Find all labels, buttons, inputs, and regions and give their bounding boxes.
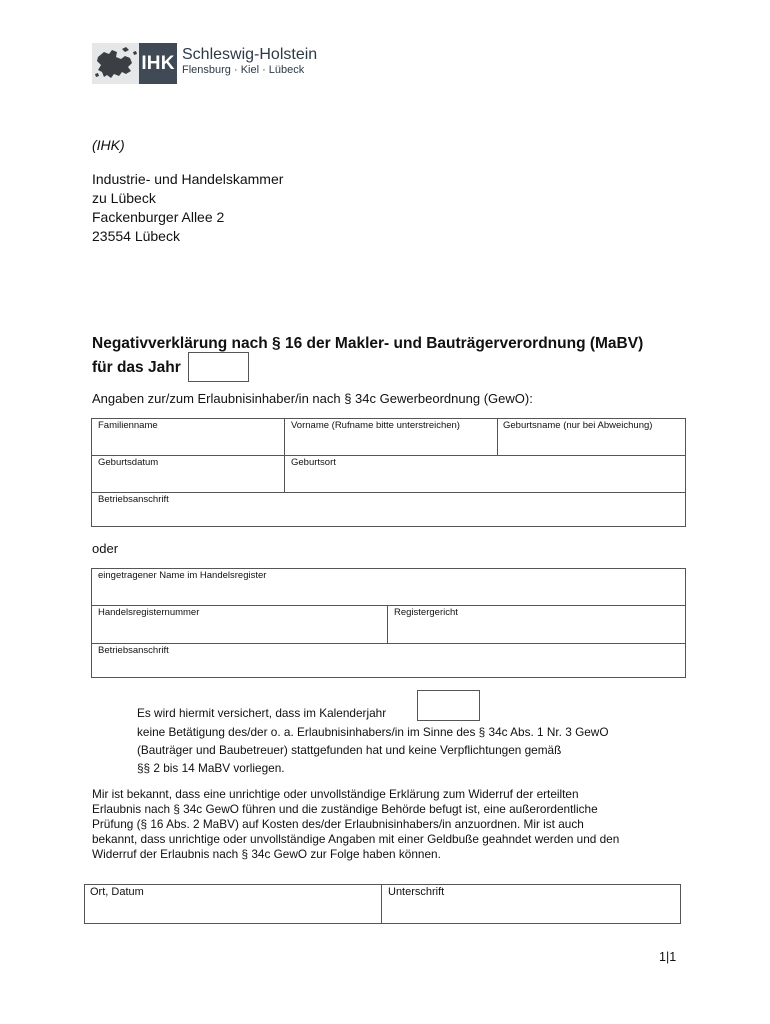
handelsregisternummer-field[interactable]: Handelsregisternummer — [98, 607, 200, 618]
recipient-tag: (IHK) — [92, 137, 125, 153]
page-number: 1|1 — [659, 950, 677, 964]
vorname-field[interactable]: Vorname (Rufname bitte unterstreichen) — [291, 420, 460, 431]
recipient-line-1: Industrie- und Handelskammer — [92, 171, 284, 187]
year-input[interactable] — [188, 352, 249, 382]
holder-table-divider — [91, 492, 686, 493]
declaration-line-2: keine Betätigung des/der o. a. Erlaubnisinhabers/in im Sinne des § 34c Abs. 1 Nr. 3 GewO — [137, 725, 609, 739]
signature-table — [84, 884, 681, 924]
document-title: Negativverklärung nach § 16 der Makler- und Bauträgerverordnung (MaBV) — [92, 335, 644, 352]
holder-table-divider — [497, 418, 498, 456]
betriebsanschrift-field[interactable]: Betriebsanschrift — [98, 494, 169, 505]
geburtsort-field[interactable]: Geburtsort — [291, 457, 336, 468]
map-silhouette-icon — [92, 43, 140, 84]
handelsregister-name-field[interactable]: eingetragener Name im Handelsregister — [98, 570, 267, 581]
holder-table-divider — [91, 455, 686, 456]
logo-name: Schleswig-Holstein — [182, 46, 318, 63]
recipient-line-2: zu Lübeck — [92, 190, 156, 206]
registergericht-field[interactable]: Registergericht — [394, 607, 458, 618]
register-table-divider — [91, 605, 686, 606]
notice-line-5: Widerruf der Erlaubnis nach § 34c GewO zur Folge haben können. — [92, 847, 441, 861]
notice-line-3: Prüfung (§ 16 Abs. 2 MaBV) auf Kosten des/der Erlaubnisinhabers/in anzuordnen. Mir ist auch — [92, 817, 584, 831]
geburtsname-field[interactable]: Geburtsname (nur bei Abweichung) — [503, 420, 653, 431]
register-table-divider — [91, 643, 686, 644]
unterschrift-field[interactable]: Unterschrift — [388, 886, 445, 898]
declaration-line-3: (Bauträger und Baubetreuer) stattgefunden hat und keine Verpflichtungen gemäß — [137, 743, 562, 757]
ort-datum-field[interactable]: Ort, Datum — [90, 886, 144, 898]
logo-map-graphic — [92, 43, 140, 84]
calendar-year-input[interactable] — [417, 690, 480, 721]
declaration-line-4: §§ 2 bis 14 MaBV vorliegen. — [137, 761, 285, 775]
notice-line-2: Erlaubnis nach § 34c GewO führen und die zuständige Behörde befugt ist, eine außerordentliche — [92, 802, 598, 816]
declaration-line-1: Es wird hiermit versichert, dass im Kalenderjahr — [137, 706, 387, 720]
geburtsdatum-field[interactable]: Geburtsdatum — [98, 457, 159, 468]
register-table — [91, 568, 686, 678]
notice-line-1: Mir ist bekannt, dass eine unrichtige oder unvollständige Erklärung zum Widerruf der erteilten — [92, 787, 579, 801]
ihk-logo-box: IHK — [139, 43, 177, 84]
recipient-line-3: Fackenburger Allee 2 — [92, 209, 225, 225]
betriebsanschrift-2-field[interactable]: Betriebsanschrift — [98, 645, 169, 656]
holder-table — [91, 418, 686, 527]
year-label: für das Jahr — [92, 359, 181, 376]
notice-line-4: bekannt, dass unrichtige oder unvollständige Angaben mit einer Geldbuße geahndet werden und den — [92, 832, 620, 846]
signature-table-divider — [381, 884, 382, 924]
holder-intro: Angaben zur/zum Erlaubnisinhaber/in nach § 34c Gewerbeordnung (GewO): — [92, 391, 533, 406]
logo-cities: Flensburg · Kiel · Lübeck — [182, 64, 305, 76]
familienname-field[interactable]: Familienname — [98, 420, 158, 431]
oder-text: oder — [92, 541, 119, 556]
holder-table-divider — [284, 418, 285, 493]
recipient-line-4: 23554 Lübeck — [92, 228, 180, 244]
register-table-divider — [387, 605, 388, 643]
